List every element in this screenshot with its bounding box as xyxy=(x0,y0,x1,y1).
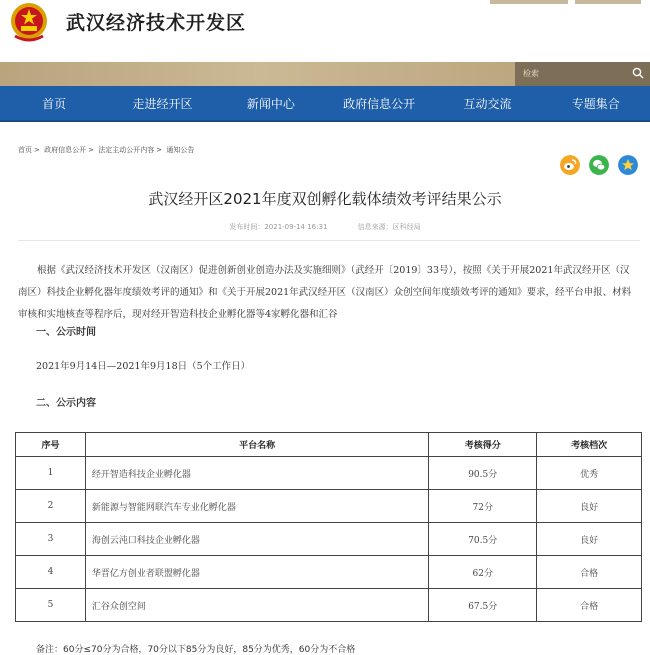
wechat-icon[interactable] xyxy=(589,155,609,175)
cell-score: 70.5分 xyxy=(429,523,537,556)
table-row xyxy=(16,490,642,523)
main-nav xyxy=(0,86,650,120)
column-header-score: 考核得分 xyxy=(429,433,537,457)
nav-item-topics[interactable]: 专题集合 xyxy=(571,96,620,111)
breadcrumb-notices[interactable]: 通知公告 xyxy=(166,146,195,154)
article-intro: 根据《武汉经济技术开发区（汉南区）促进创新创业创造办法及实施细则》（武经开〔2019〕33号），按照《关于开展2021年武汉经开区（汉南区）科技企业孵化器年度绩效考评的通知》和《关于开展2021年武汉经开区（汉南区）众创空间年度绩效考评的通知》要求，经平台申报、材料审核和实地核查等程序后，现对经开智造科技企业孵化器等4家孵化器和汇谷 xyxy=(18,265,632,320)
table-row xyxy=(16,523,642,556)
meta-divider xyxy=(18,240,640,241)
cell-score: 72分 xyxy=(429,490,537,523)
top-link-strip[interactable] xyxy=(490,0,568,4)
cell-platform: 海创云沌口科技企业孵化器 xyxy=(85,523,428,556)
breadcrumb-home[interactable]: 首页 xyxy=(18,146,32,154)
breadcrumb xyxy=(18,145,196,155)
qzone-icon[interactable] xyxy=(618,155,638,175)
section-heading-time: 一、公示时间 xyxy=(36,327,96,338)
table-row xyxy=(16,457,642,490)
table-row xyxy=(16,589,642,622)
cell-grade: 合格 xyxy=(537,589,642,622)
article-title: 武汉经开区2021年度双创孵化载体绩效考评结果公示 xyxy=(148,190,502,208)
cell-platform: 汇谷众创空间 xyxy=(85,589,428,622)
column-header-index: 序号 xyxy=(16,433,86,457)
publish-time: 发布时间：2021-09-14 16:31 xyxy=(229,223,328,231)
search-icon[interactable] xyxy=(632,67,644,79)
cell-score: 62分 xyxy=(429,556,537,589)
cell-grade: 合格 xyxy=(537,556,642,589)
cell-platform: 经开智造科技企业孵化器 xyxy=(85,457,428,490)
national-emblem-icon xyxy=(6,0,52,46)
site-header xyxy=(0,0,650,62)
column-header-grade: 考核档次 xyxy=(537,433,642,457)
breadcrumb-statutory[interactable]: 法定主动公开内容 xyxy=(98,146,155,154)
results-table xyxy=(15,432,642,622)
breadcrumb-separator: > xyxy=(34,146,40,154)
cell-platform: 新能源与智能网联汽车专业化孵化器 xyxy=(85,490,428,523)
info-source: 信息来源：区科经局 xyxy=(357,223,421,231)
cell-index: 5 xyxy=(16,589,86,622)
breadcrumb-separator: > xyxy=(156,146,163,154)
cell-index: 1 xyxy=(16,457,86,490)
search-input[interactable] xyxy=(515,62,650,86)
cell-index: 2 xyxy=(16,490,86,523)
table-row xyxy=(16,556,642,589)
nav-item-about[interactable]: 走进经开区 xyxy=(132,96,193,111)
nav-item-gov-info[interactable]: 政府信息公开 xyxy=(343,96,416,111)
nav-divider xyxy=(0,120,650,122)
nav-item-news[interactable]: 新闻中心 xyxy=(246,96,295,111)
publicity-period: 2021年9月14日—2021年9月18日（5个工作日） xyxy=(36,361,251,372)
cell-grade: 良好 xyxy=(537,523,642,556)
cell-grade: 优秀 xyxy=(537,457,642,490)
nav-item-interaction[interactable]: 互动交流 xyxy=(463,96,512,111)
cell-index: 3 xyxy=(16,523,86,556)
search-placeholder: 检索 xyxy=(523,69,539,78)
grading-note: 备注：60分≤70分为合格，70分以下85分为良好，85分为优秀，60分为不合格 xyxy=(36,645,356,655)
site-title[interactable]: 武汉经济技术开发区 xyxy=(66,12,247,34)
cell-index: 4 xyxy=(16,556,86,589)
cell-grade: 良好 xyxy=(537,490,642,523)
table-header-row xyxy=(16,433,642,457)
breadcrumb-separator: > xyxy=(88,146,94,154)
nav-item-home[interactable]: 首页 xyxy=(42,96,67,111)
section-heading-content: 二、公示内容 xyxy=(36,398,96,409)
weibo-icon[interactable] xyxy=(560,155,580,175)
cell-platform: 华晋亿方创业者联盟孵化器 xyxy=(85,556,428,589)
article-meta xyxy=(0,222,650,232)
column-header-platform: 平台名称 xyxy=(85,433,428,457)
cell-score: 67.5分 xyxy=(429,589,537,622)
top-link-strip[interactable] xyxy=(575,0,641,4)
cell-score: 90.5分 xyxy=(429,457,537,490)
breadcrumb-gov-info[interactable]: 政府信息公开 xyxy=(44,146,87,154)
